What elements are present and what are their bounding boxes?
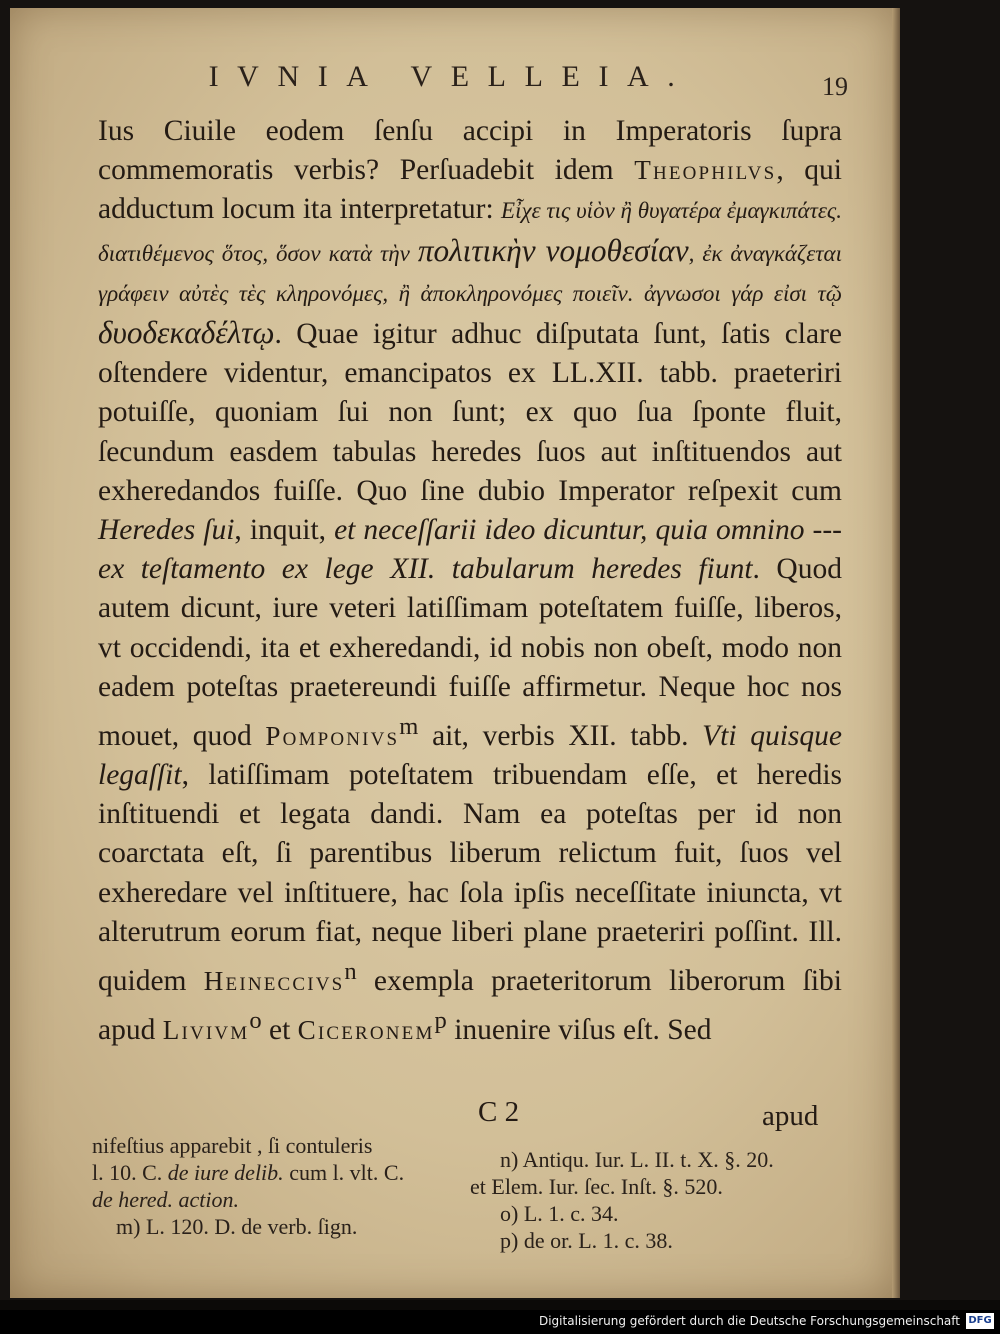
footnote-italic: de iure delib. <box>167 1160 284 1185</box>
signature-mark: C 2 <box>478 1096 520 1128</box>
author-name-heineccius: Heineccivs <box>203 965 345 996</box>
italic-quote: et neceſſarii ideo dicuntur, quia omnino --- ex teſtamento ex lege XII. tabularum heredes fiunt <box>98 514 842 586</box>
footnote-n: n) Antiqu. Iur. L. II. t. X. §. 20. <box>500 1147 774 1172</box>
greek-quote-emphasis: πολιτικὴν νομοθεσίαν <box>417 232 689 268</box>
footnote-line: et Elem. Iur. ſec. Inſt. §. 520. <box>470 1174 723 1199</box>
author-name-livius: Livivm <box>162 1014 250 1045</box>
footnote-text: l. 10. C. <box>92 1160 168 1185</box>
text-run: , latiſſimam poteſtatem tribuendam eſſe, et heredis inſtituendi et legata dandi. Nam ea poteſtas per id non coarctata eſt, ſi parentibus liberum relictum fuit, ſuos vel exheredare vel inſtituere, hac ſola ipſis neceſſitate iniuncta, vt alterutrum eorum fiat, neque liberi plane praeteriri poſſint. Ill. quidem <box>98 759 842 997</box>
author-name-cicero: Ciceronem <box>297 1014 435 1045</box>
italic-quote: Vti quisque legaſſit <box>98 719 842 792</box>
greek-quote: , ἐκ ἀναγκάζεται γράφειν αὐτὲς τὲς κληρονόμες, ἢ ἀποκληρονόμες ποιεῖν. ἀγνωσοι γάρ εἰσι τῷ <box>98 239 843 306</box>
footnote-ref-p: p <box>434 1007 447 1035</box>
body-text <box>98 112 842 1050</box>
footnote-m: m) L. 120. D. de verb. ſign. <box>116 1214 358 1239</box>
footnote-line: nifeſtius apparebit , ſi contuleris <box>92 1133 373 1158</box>
footnotes-left <box>92 1132 452 1240</box>
greek-quote-emphasis: δυοδεκαδέλτῳ <box>98 315 275 351</box>
text-run: . Quae igitur adhuc diſputata ſunt, ſatis clare oſtendere videntur, emancipatos ex LL.XII. tabb. praeteriri potuiſſe, quoniam ſui non ſunt; ex quo ſua ſponte fluit, ſecundum easdem tabulas heredes ſuos aut inſtituendos aut exheredandos fuiſſe. Quo ſine dubio Imperator reſpexit cum <box>98 318 842 507</box>
footer-credit: Digitalisierung gefördert durch die Deutsche Forschungsgemeinschaft <box>538 1314 960 1328</box>
footer-bar <box>0 1310 1000 1334</box>
footnote-ref-n: n <box>344 958 357 986</box>
footnote-italic: de hered. action. <box>92 1187 240 1212</box>
footnote-ref-m: m <box>399 713 419 741</box>
footnote-line <box>92 1186 452 1213</box>
text-run: , inquit, <box>234 514 335 547</box>
running-head: IVNIA VELLEIA. <box>208 60 694 93</box>
page-edge <box>892 8 900 1298</box>
text-run: et <box>261 1013 298 1046</box>
page-number: 19 <box>822 72 848 101</box>
catchword: apud <box>762 1100 819 1132</box>
footnote-o: o) L. 1. c. 34. <box>500 1201 619 1226</box>
text-run: inuenire viſus eſt. Sed <box>446 1013 712 1046</box>
text-run: exempla praeteritorum liberorum ſibi apud <box>98 964 842 1046</box>
footnotes-right <box>470 1146 850 1254</box>
dfg-logo: DFG <box>966 1313 994 1329</box>
author-name-theophilus: Theophilvs <box>634 155 777 186</box>
book-page <box>10 8 892 1298</box>
text-run: Ius Ciuile eodem ſenſu accipi in Imperatoris ſupra commemoratis verbis? Perſuadebit idem <box>98 115 842 187</box>
greek-quote: Εἶχε τις υἱὸν ἢ θυγατέρα ἐμαγκιπάτες. διατιθέμενος ὅτος, ὅσον κατὰ τὴν <box>98 197 842 266</box>
text-run: . Quod autem dicunt, iure veteri latiſſimam poteſtatem fuiſſe, liberos, vt occidendi, ita et exheredandi, id nobis non obeſt, modo non eadem poteſtas praetereundi fuiſſe affirmetur. Neque hoc nos mouet, quod <box>98 553 842 752</box>
footnote-ref-o: o <box>249 1007 262 1035</box>
footnote-p: p) de or. L. 1. c. 38. <box>500 1228 673 1253</box>
footnote-text: cum l. vlt. C. <box>283 1160 405 1185</box>
italic-quote: Heredes ſui <box>98 514 235 547</box>
author-name-pomponius: Pomponivs <box>265 720 400 751</box>
text-run: ait, verbis XII. tabb. <box>418 719 703 752</box>
footnote-line <box>92 1159 452 1186</box>
text-run: , qui adductum locum ita interpretatur: <box>98 154 842 226</box>
